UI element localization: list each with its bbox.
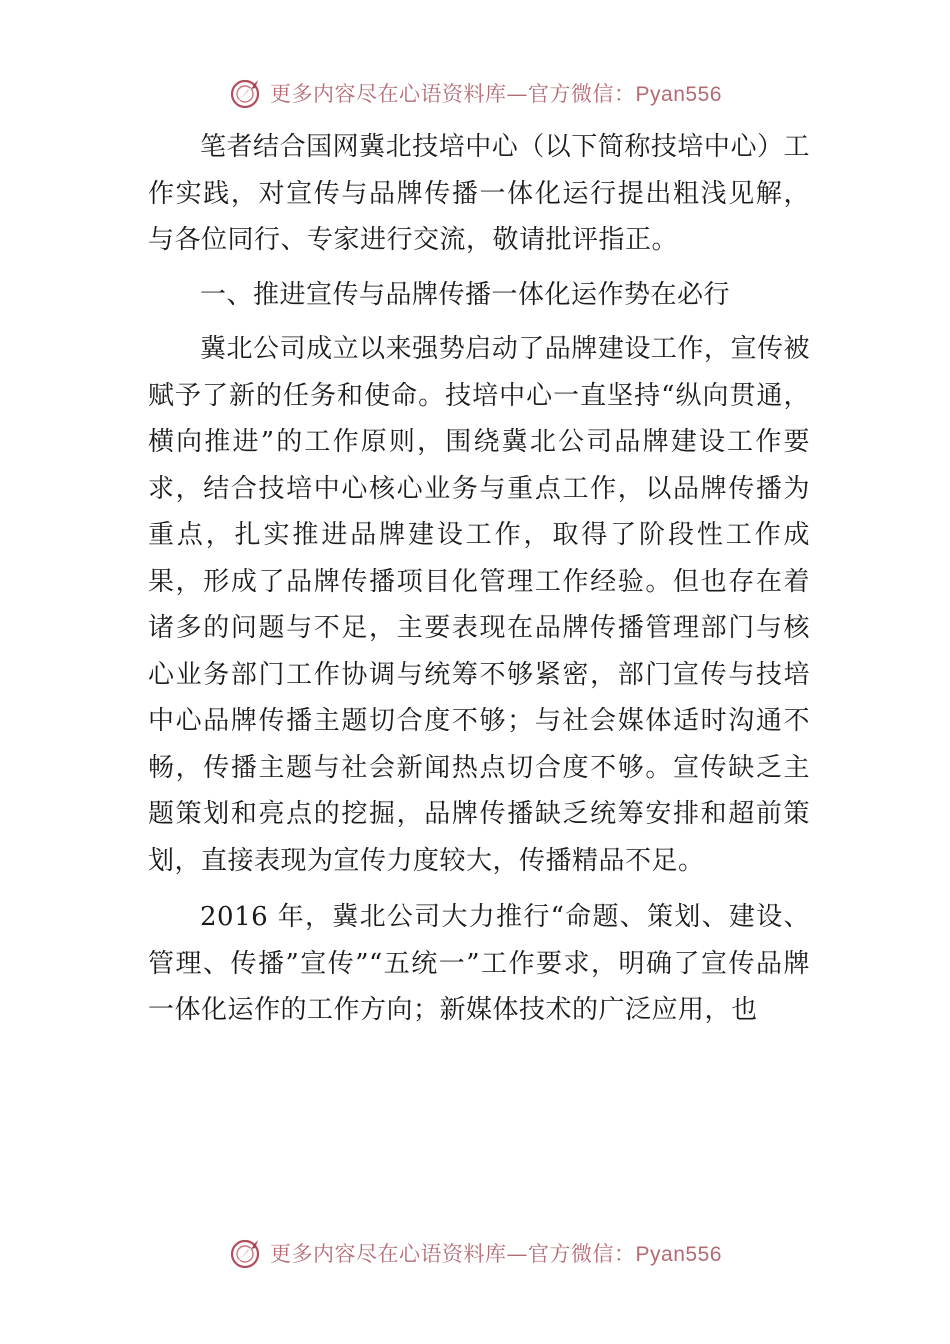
paragraph-2016: 2016 年，冀北公司大力推行“命题、策划、建设、管理、传播”宣传”“五统一”工作要求，明确了宣传品牌一体化运作的工作方向；新媒体技术的广泛应用，也 bbox=[148, 902, 810, 1025]
paragraph-problems: 冀北公司成立以来强势启动了品牌建设工作，宣传被赋予了新的任务和使命。技培中心一直坚持“纵向贯通，横向推进”的工作原则，围绕冀北公司品牌建设工作要求，结合技培中心核心业务与重点工作，以品牌传播为重点，扎实推进品牌建设工作，取得了阶段性工作成果，形成了品牌传播项目化管理工作经验。但也存在着诸多的问题与不足，主要表现在品牌传播管理部门与核心业务部门工作协调与统筹不够紧密，部门宣传与技培中心品牌传播主题切合度不够；与社会媒体适时沟通不畅，传播主题与社会新闻热点切合度不够。宣传缺乏主题策划和亮点的挖掘，品牌传播缺乏统筹安排和超前策划，直接表现为宣传力度较大，传播精品不足。 bbox=[148, 334, 810, 876]
quill-seal-icon bbox=[228, 75, 264, 111]
header-banner bbox=[0, 68, 950, 118]
section-heading: 一、推进宣传与品牌传播一体化运作势在必行 bbox=[200, 279, 731, 310]
paragraph-intro: 笔者结合国网冀北技培中心（以下简称技培中心）工作实践，对宣传与品牌传播一体化运行提出粗浅见解，与各位同行、专家进行交流，敬请批评指正。 bbox=[148, 132, 810, 255]
quill-seal-icon bbox=[228, 1235, 264, 1271]
banner-text: 更多内容尽在心语资料库—官方微信：Pyan556 bbox=[270, 1242, 722, 1266]
footer-banner bbox=[0, 1228, 950, 1278]
wechat-id: Pyan556 bbox=[635, 1243, 722, 1266]
banner-text: 更多内容尽在心语资料库—官方微信：Pyan556 bbox=[270, 82, 722, 106]
wechat-id: Pyan556 bbox=[635, 83, 722, 106]
document-body bbox=[148, 124, 810, 1034]
